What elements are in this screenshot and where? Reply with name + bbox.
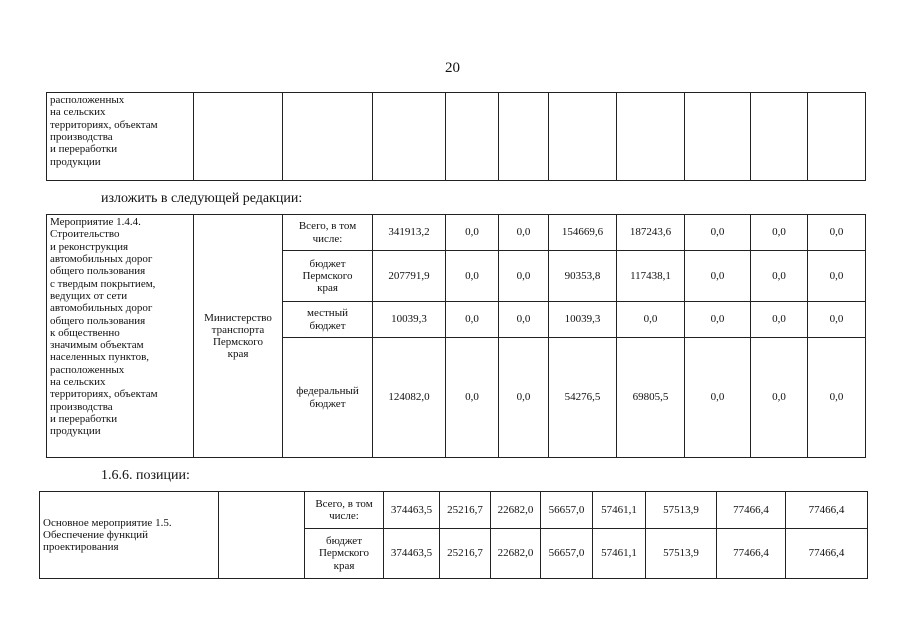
value-cell: 54276,5 bbox=[549, 338, 617, 458]
empty-cell bbox=[283, 93, 373, 181]
value-cell: 77466,4 bbox=[786, 492, 868, 529]
funding-source-cell: Всего, в том числе: bbox=[305, 492, 384, 529]
value-cell: 187243,6 bbox=[617, 215, 685, 251]
funding-source-cell: бюджет Пермского края bbox=[283, 251, 373, 302]
empty-cell bbox=[499, 93, 549, 181]
value-cell: 56657,0 bbox=[541, 529, 593, 579]
value-cell: 0,0 bbox=[751, 251, 808, 302]
empty-cell bbox=[617, 93, 685, 181]
empty-cell bbox=[373, 93, 446, 181]
value-cell: 0,0 bbox=[751, 302, 808, 338]
value-cell: 57461,1 bbox=[593, 492, 646, 529]
value-cell: 207791,9 bbox=[373, 251, 446, 302]
empty-cell bbox=[194, 93, 283, 181]
section-heading: 1.6.6. позиции: bbox=[101, 468, 190, 483]
value-cell: 0,0 bbox=[751, 338, 808, 458]
value-cell: 69805,5 bbox=[617, 338, 685, 458]
value-cell: 0,0 bbox=[499, 338, 549, 458]
table-event-1-4-4 bbox=[46, 214, 866, 458]
value-cell: 10039,3 bbox=[549, 302, 617, 338]
value-cell: 57513,9 bbox=[646, 529, 717, 579]
page-number: 20 bbox=[445, 60, 460, 76]
value-cell: 154669,6 bbox=[549, 215, 617, 251]
value-cell: 0,0 bbox=[808, 302, 866, 338]
value-cell: 0,0 bbox=[446, 215, 499, 251]
table-row bbox=[47, 215, 866, 251]
value-cell: 22682,0 bbox=[491, 529, 541, 579]
value-cell: 57461,1 bbox=[593, 529, 646, 579]
funding-source-cell: бюджет Пермского края bbox=[305, 529, 384, 579]
value-cell: 22682,0 bbox=[491, 492, 541, 529]
value-cell: 117438,1 bbox=[617, 251, 685, 302]
value-cell: 374463,5 bbox=[384, 492, 440, 529]
value-cell: 0,0 bbox=[685, 338, 751, 458]
empty-cell bbox=[549, 93, 617, 181]
event-description-cell: расположенных на сельских территориях, объектам производства и переработки продукции bbox=[47, 93, 194, 181]
empty-cell bbox=[751, 93, 808, 181]
table-row bbox=[40, 492, 868, 529]
executor-cell: Министерство транспорта Пермского края bbox=[194, 215, 283, 458]
table-main-event-1-5 bbox=[39, 491, 868, 579]
value-cell: 0,0 bbox=[446, 251, 499, 302]
table-previous-entry bbox=[46, 92, 866, 181]
value-cell: 10039,3 bbox=[373, 302, 446, 338]
value-cell: 77466,4 bbox=[717, 529, 786, 579]
funding-source-cell: местный бюджет bbox=[283, 302, 373, 338]
value-cell: 0,0 bbox=[685, 215, 751, 251]
value-cell: 25216,7 bbox=[440, 492, 491, 529]
value-cell: 0,0 bbox=[446, 338, 499, 458]
value-cell: 0,0 bbox=[808, 215, 866, 251]
value-cell: 77466,4 bbox=[717, 492, 786, 529]
value-cell: 0,0 bbox=[808, 251, 866, 302]
value-cell: 77466,4 bbox=[786, 529, 868, 579]
value-cell: 0,0 bbox=[499, 251, 549, 302]
value-cell: 0,0 bbox=[499, 215, 549, 251]
value-cell: 0,0 bbox=[446, 302, 499, 338]
value-cell: 0,0 bbox=[685, 251, 751, 302]
value-cell: 124082,0 bbox=[373, 338, 446, 458]
funding-source-cell: федеральный бюджет bbox=[283, 338, 373, 458]
event-name-cell: Мероприятие 1.4.4. Строительство и реконструкция автомобильных дорог общего пользования с твердым покрытием, ведущих от сети автомобильных дорог общего пользования к общественно значимым объектам населенных пунктов, расположенных на сельских территориях, объектам производства и переработки продукции bbox=[47, 215, 194, 458]
value-cell: 0,0 bbox=[499, 302, 549, 338]
executor-cell bbox=[219, 492, 305, 579]
empty-cell bbox=[808, 93, 866, 181]
value-cell: 25216,7 bbox=[440, 529, 491, 579]
value-cell: 0,0 bbox=[685, 302, 751, 338]
event-name-cell: Основное мероприятие 1.5. Обеспечение функций проектирования bbox=[40, 492, 219, 579]
value-cell: 57513,9 bbox=[646, 492, 717, 529]
edit-instruction: изложить в следующей редакции: bbox=[101, 191, 303, 206]
value-cell: 374463,5 bbox=[384, 529, 440, 579]
value-cell: 90353,8 bbox=[549, 251, 617, 302]
value-cell: 0,0 bbox=[617, 302, 685, 338]
value-cell: 0,0 bbox=[751, 215, 808, 251]
empty-cell bbox=[685, 93, 751, 181]
value-cell: 56657,0 bbox=[541, 492, 593, 529]
table-row bbox=[47, 93, 866, 181]
funding-source-cell: Всего, в том числе: bbox=[283, 215, 373, 251]
value-cell: 341913,2 bbox=[373, 215, 446, 251]
value-cell: 0,0 bbox=[808, 338, 866, 458]
empty-cell bbox=[446, 93, 499, 181]
